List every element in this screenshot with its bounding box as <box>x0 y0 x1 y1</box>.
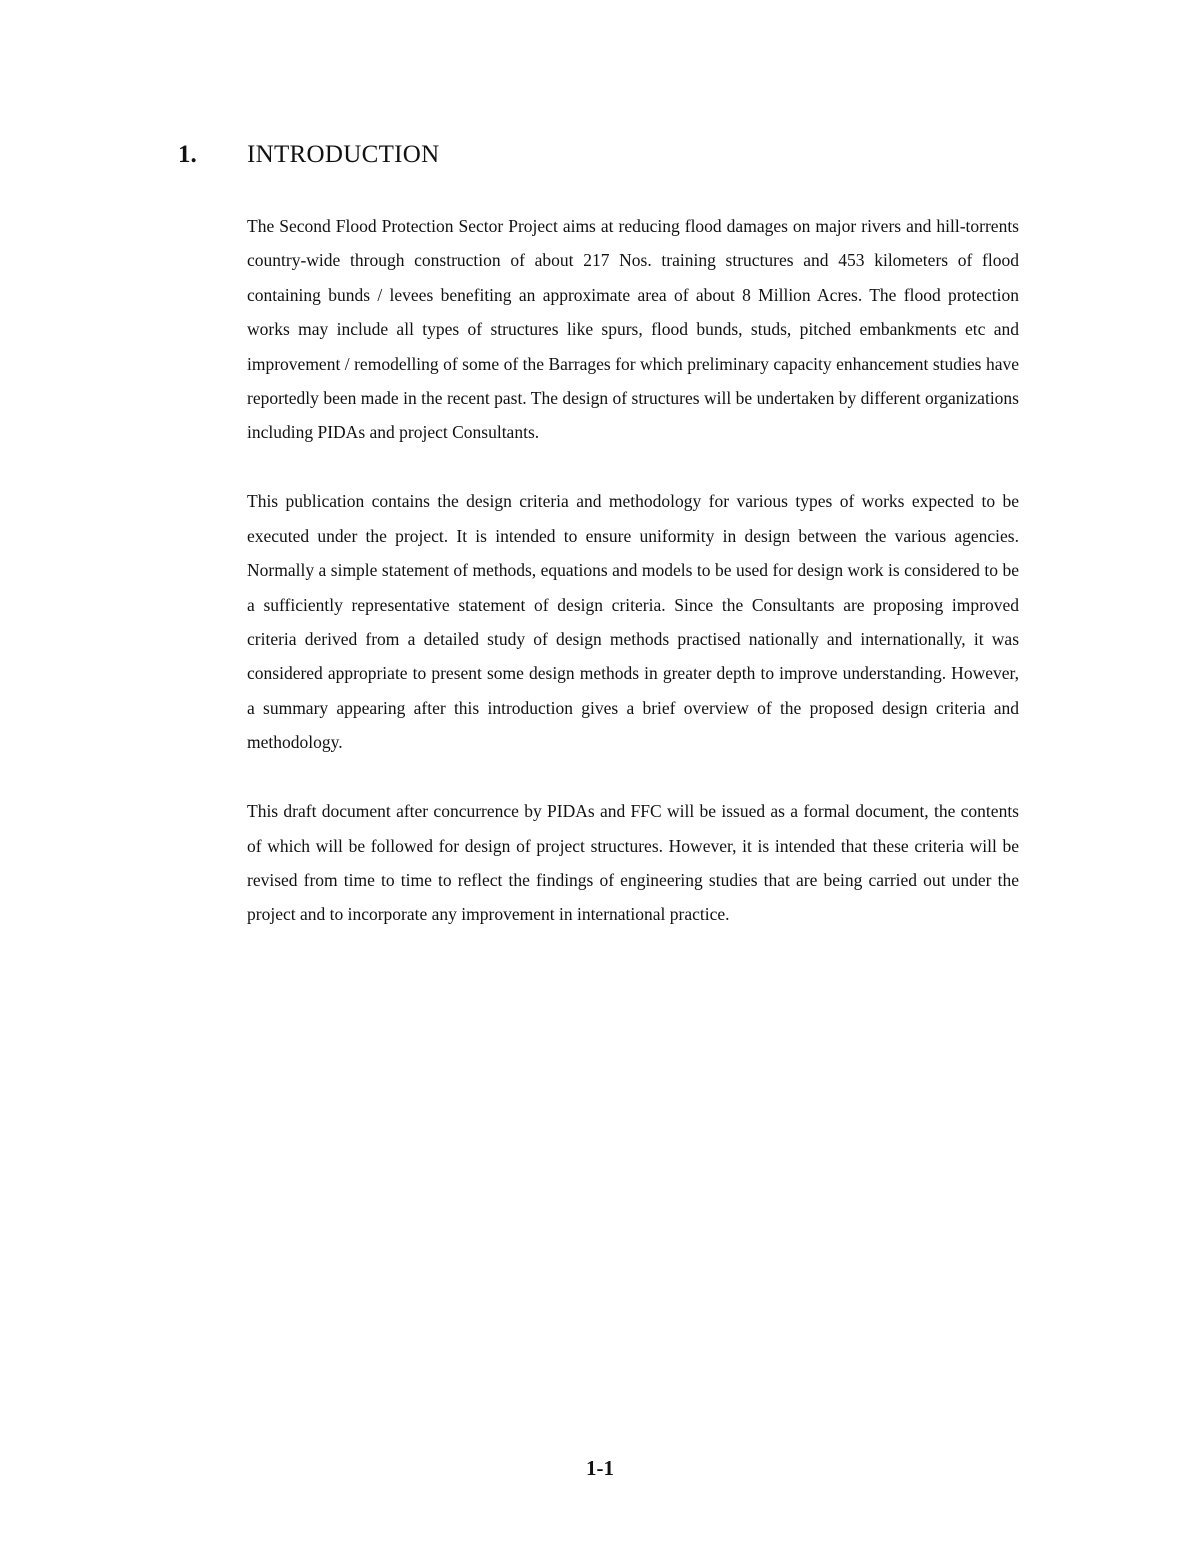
paragraph-publication-scope: This publication contains the design criteria and methodology for various types of works expected to be executed under the project. It is intended to ensure uniformity in design between the various agencies. Normally a simple statement of methods, equations and models to be used for design work is considered to be a sufficiently representative statement of design criteria. Since the Consultants are proposing improved criteria derived from a detailed study of design methods practised nationally and internationally, it was considered appropriate to present some design methods in greater depth to improve understanding. However, a summary appearing after this introduction gives a brief overview of the proposed design criteria and methodology. <box>247 491 1019 753</box>
section-number: 1. <box>178 141 197 168</box>
section-heading <box>178 137 1018 173</box>
paragraph-project-overview: The Second Flood Protection Sector Project aims at reducing flood damages on major rivers and hill-torrents country-wide through construction of about 217 Nos. training structures and 453 kilometers of flood containing bunds / levees benefiting an approximate area of about 8 Million Acres. The flood protection works may include all types of structures like spurs, flood bunds, studs, pitched embankments etc and improvement / remodelling of some of the Barrages for which preliminary capacity enhancement studies have reportedly been made in the recent past. The design of structures will be undertaken by different organizations including PIDAs and project Consultants. <box>247 216 1019 443</box>
page-number: 1-1 <box>586 1456 614 1480</box>
paragraph-draft-status: This draft document after concurrence by PIDAs and FFC will be issued as a formal document, the contents of which will be followed for design of project structures. However, it is intended that these criteria will be revised from time to time to reflect the findings of engineering studies that are being carried out under the project and to incorporate any improvement in international practice. <box>247 801 1019 925</box>
section-title: INTRODUCTION <box>247 141 440 168</box>
section-body <box>247 209 1019 966</box>
